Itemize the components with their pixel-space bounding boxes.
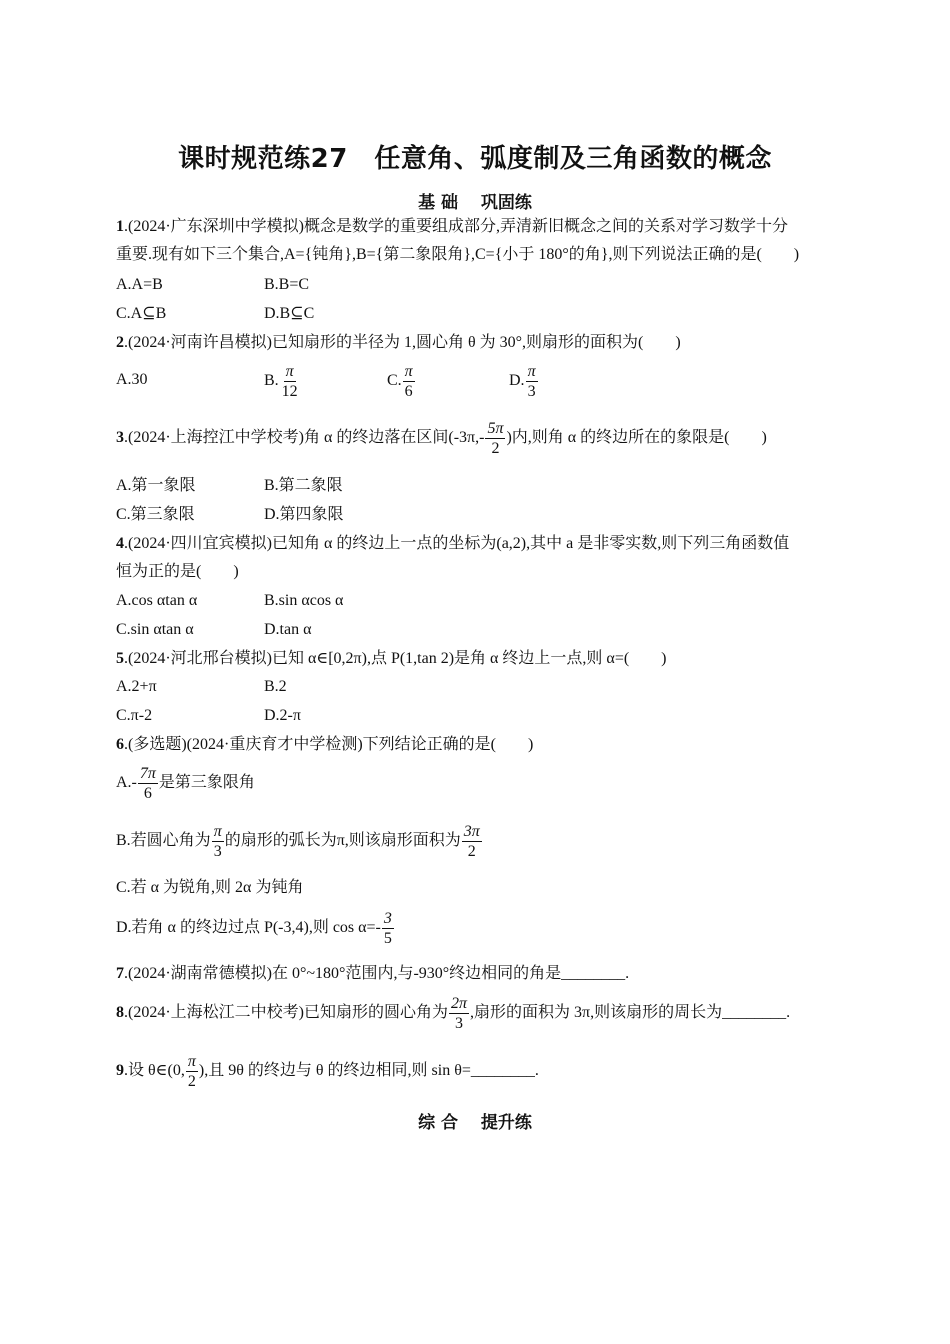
- q5-option-a: A.2+π: [116, 678, 157, 695]
- q2-option-d: D. $\frac{\pi}{3}$: [509, 363, 536, 400]
- q6-option-d: D.若角 α 的终边过点 P(-3,4),则 cos α=- $\frac{3}{5}$: [116, 910, 392, 947]
- question-4-line-1: 4.(2024·四川宜宾模拟)已知角 α 的终边上一点的坐标为(a,2),其中 a 是非零实数,则下列三角函数值: [116, 535, 790, 552]
- question-4-line-2: 恒为正的是( ): [116, 563, 239, 580]
- q3-option-a: A.第一象限: [116, 477, 196, 494]
- q1-option-b: B.B=C: [264, 276, 310, 293]
- q5-option-c: C.π-2: [116, 707, 153, 724]
- q5-option-b: B.2: [264, 678, 287, 695]
- page-title: 课时规范练27 任意角、弧度制及三角函数的概念: [178, 144, 772, 174]
- q3-option-d: D.第四象限: [264, 506, 344, 523]
- q5-option-d: D.2-π: [264, 707, 301, 724]
- q3-option-b: B.第二象限: [264, 477, 343, 494]
- q6-option-b: B.若圆心角为 $\frac{\pi}{3}$ 的扇形的弧长为π,则该扇形面积为 $\frac{3\pi}{2}$: [116, 823, 480, 860]
- section-heading-advanced: 综 合 提升练: [418, 1113, 532, 1133]
- q4-option-b: B.sin αcos α: [264, 592, 344, 609]
- section-heading-basic: 基 础 巩固练: [418, 193, 532, 213]
- q1-option-a: A.A=B: [116, 276, 163, 293]
- question-6: 6.(多选题)(2024·重庆育才中学检测)下列结论正确的是( ): [116, 736, 534, 753]
- q4-option-c: C.sin αtan α: [116, 621, 194, 638]
- q1-option-c: C.A⊆B: [116, 305, 167, 322]
- q4-option-a: A.cos αtan α: [116, 592, 198, 609]
- question-5: 5.(2024·河北邢台模拟)已知 α∈[0,2π),点 P(1,tan 2)是角 α 终边上一点,则 α=( ): [116, 650, 667, 667]
- q1-option-d: D.B⊆C: [264, 305, 315, 322]
- q2-option-a: A.30: [116, 371, 148, 388]
- question-9: 9.设 θ∈(0, $\frac{\pi}{2}$ ),且 9θ 的终边与 θ 的终边相同,则 sin θ=________.: [116, 1053, 539, 1090]
- q6-option-a: A.- $\frac{7\pi}{6}$ 是第三象限角: [116, 765, 255, 802]
- question-2: 2.(2024·河南许昌模拟)已知扇形的半径为 1,圆心角 θ 为 30°,则扇形的面积为( ): [116, 334, 681, 351]
- q2-option-c: C. $\frac{\pi}{6}$: [387, 363, 413, 400]
- question-3: 3.(2024·上海控江中学校考)角 α 的终边落在区间(-3π,- $\frac{5\pi}{2}$ )内,则角 α 的终边所在的象限是( ): [116, 420, 767, 457]
- q3-option-c: C.第三象限: [116, 506, 195, 523]
- q4-option-d: D.tan α: [264, 621, 312, 638]
- question-7: 7.(2024·湖南常德模拟)在 0°~180°范围内,与-930°终边相同的角是________.: [116, 965, 630, 982]
- q6-option-c: C.若 α 为锐角,则 2α 为钝角: [116, 879, 304, 896]
- q2-option-b: B. $\frac{\pi}{12}$: [264, 363, 298, 400]
- question-1-line-1: 1.(2024·广东深圳中学模拟)概念是数学的重要组成部分,弄清新旧概念之间的关系对学习数学十分: [116, 218, 788, 235]
- question-8: 8.(2024·上海松江二中校考)已知扇形的圆心角为 $\frac{2\pi}{3}$ ,扇形的面积为 3π,则该扇形的周长为________.: [116, 995, 791, 1032]
- question-1-line-2: 重要.现有如下三个集合,A={钝角},B={第二象限角},C={小于 180°的角},则下列说法正确的是( ): [116, 246, 800, 263]
